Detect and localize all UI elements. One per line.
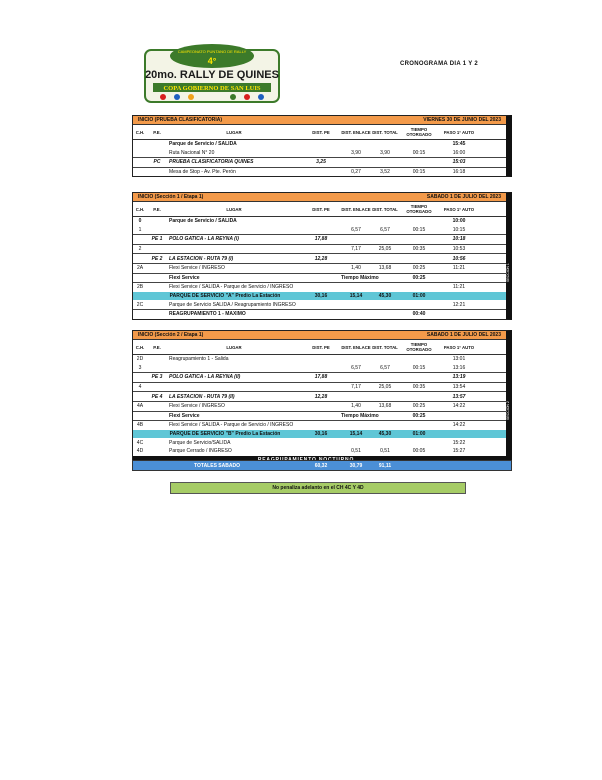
section-side-label: SECCION 1 xyxy=(506,263,510,283)
cell-tiempo: 00:15 xyxy=(412,364,426,371)
cell-ch: 4C xyxy=(136,439,144,446)
cell-lugar: LA ESTACION - RUTA 79 (I) xyxy=(169,255,234,262)
section-title: INICIO (Sección 2 / Etapa 1) xyxy=(138,332,204,338)
column-header: LUGAR xyxy=(226,129,242,135)
table-row xyxy=(133,282,506,292)
column-header: DIST. ENLACE xyxy=(341,344,371,350)
column-header: LUGAR xyxy=(226,344,242,350)
cell-lugar: LA ESTACION - RUTA 79 (II) xyxy=(169,393,235,400)
section-prueba-clasificatoria xyxy=(132,115,512,177)
column-header: PASO 1° AUTO xyxy=(443,129,475,135)
cell-lugar: Mesa de Stop - Av. Pte. Perón xyxy=(169,169,236,176)
cell-paso: 13:54 xyxy=(452,384,466,391)
cell-paso: 13:01 xyxy=(452,356,466,363)
cell-pe: PE 2 xyxy=(151,255,163,262)
cell-dist-pe: 30,16 xyxy=(314,431,328,438)
cell-enlace: 1,40 xyxy=(351,265,361,272)
section-title: INICIO (Sección 1 / Etapa 1) xyxy=(138,194,204,200)
totals-total: 91,11 xyxy=(378,462,392,469)
cell-lugar: Flexi Service / SALIDA - Parque de Servicio / INGRESO xyxy=(169,284,294,291)
column-header: TIEMPO OTORGADO xyxy=(406,127,432,137)
cell-lugar: Parque de Servicio / SALIDA xyxy=(169,141,237,148)
cell-dist-pe: 30,16 xyxy=(314,293,328,300)
cell-lugar: Flexi Service / INGRESO xyxy=(169,403,225,410)
cell-tiempo: 00:25 xyxy=(412,403,426,410)
section-date: SABADO 1 DE JULIO DEL 2023 xyxy=(426,332,501,338)
cell-ch: 1 xyxy=(138,226,142,233)
column-header: P.E. xyxy=(153,206,161,212)
cell-lugar: Flexi Service / SALIDA - Parque de Servicio / INGRESO xyxy=(169,422,294,429)
column-header: DIST. TOTAL xyxy=(372,206,398,212)
cell-total: 25,05 xyxy=(378,384,392,391)
column-header: DIST. TOTAL xyxy=(372,344,398,350)
cell-paso: 15:22 xyxy=(452,439,466,446)
cell-ch: 2C xyxy=(136,301,144,308)
table-row xyxy=(133,244,506,254)
table-row xyxy=(133,364,506,373)
cell-ch: 2B xyxy=(136,284,144,291)
cell-tiempo: 00:35 xyxy=(412,384,426,391)
cell-enlace: 6,57 xyxy=(351,226,361,233)
cell-paso: 13:19 xyxy=(452,374,466,381)
column-header: C.H. xyxy=(135,344,145,350)
cell-total: 45,30 xyxy=(378,431,392,438)
cell-paso: 10:15 xyxy=(452,226,466,233)
cell-lugar: Flexi Service / INGRESO xyxy=(169,265,225,272)
column-header: DIST. PE xyxy=(312,344,330,350)
cell-tiempo: 01:00 xyxy=(412,431,426,438)
rally-logo xyxy=(143,42,281,104)
cell-paso: 11:21 xyxy=(452,265,466,272)
penalty-note: No penaliza adelanto en el CH 4C Y 4D xyxy=(170,482,466,494)
cell-lugar: Parque de Servicio / SALIDA xyxy=(169,218,237,225)
cell-lugar: PARQUE DE SERVICIO "A" Predio La Estación xyxy=(169,293,281,300)
cell-paso: 13:57 xyxy=(452,393,466,400)
cell-tiempo: 00:35 xyxy=(412,246,426,253)
cell-paso: 16:18 xyxy=(452,169,466,176)
table-row xyxy=(133,263,506,273)
cell-paso: 16:00 xyxy=(452,149,466,156)
cell-paso: 11:21 xyxy=(452,284,466,291)
table-row xyxy=(133,438,506,447)
table-row xyxy=(133,253,506,263)
cell-tiempo: 00:25 xyxy=(412,274,426,281)
table-row xyxy=(133,217,506,226)
cell-lugar: PRUEBA CLASIFICATORIA QUINES xyxy=(169,159,254,166)
cell-pe: PC xyxy=(153,159,161,166)
cell-tiempo: 00:25 xyxy=(412,265,426,272)
cell-ch: 3 xyxy=(138,364,142,371)
cell-tiempo: 01:00 xyxy=(412,293,426,300)
cell-paso: 10:18 xyxy=(452,236,466,243)
column-header: PASO 1° AUTO xyxy=(443,206,475,212)
cell-paso: 10:00 xyxy=(452,218,466,225)
cell-enlace: Tiempo Máximo xyxy=(341,412,379,419)
column-header: DIST. PE xyxy=(312,129,330,135)
cell-lugar: PARQUE DE SERVICIO "B" Predio La Estación xyxy=(169,431,281,438)
cell-paso: 14:22 xyxy=(452,403,466,410)
table-row xyxy=(133,149,506,158)
cell-dist-pe: 12,28 xyxy=(314,255,328,262)
section-date: SABADO 1 DE JULIO DEL 2023 xyxy=(426,194,501,200)
cell-ch: 2D xyxy=(136,356,144,363)
cell-lugar: Parque Cerrado / INGRESO xyxy=(169,448,232,455)
table-row xyxy=(133,355,506,364)
table-row xyxy=(133,401,506,411)
cell-lugar: POLO GATICA - LA REYNA (II) xyxy=(169,374,241,381)
cell-tiempo: 00:25 xyxy=(412,412,426,419)
column-header: P.E. xyxy=(153,129,161,135)
cell-paso: 12:21 xyxy=(452,301,466,308)
logo-subline: COPA GOBIERNO DE SAN LUIS xyxy=(163,85,261,92)
column-header-row xyxy=(133,340,506,355)
cell-tiempo: 00:40 xyxy=(412,311,426,318)
table-row xyxy=(133,309,506,319)
cell-enlace: 15,14 xyxy=(349,431,363,438)
column-header-row xyxy=(133,202,506,217)
cell-enlace: 7,17 xyxy=(351,246,361,253)
cell-enlace: 6,57 xyxy=(351,364,361,371)
cell-total: 25,05 xyxy=(378,246,392,253)
cell-lugar: Parque de Servicio/SALIDA xyxy=(169,439,231,446)
cell-lugar: POLO GATICA - LA REYNA (I) xyxy=(169,236,239,243)
column-header: P.E. xyxy=(153,344,161,350)
column-header: C.H. xyxy=(135,129,145,135)
cell-ch: 2A xyxy=(136,265,144,272)
cell-paso: 10:56 xyxy=(452,255,466,262)
section-header xyxy=(133,331,506,340)
column-header: DIST. PE xyxy=(312,206,330,212)
totals-dist-pe: 60,32 xyxy=(314,462,328,469)
column-header: C.H. xyxy=(135,206,145,212)
cell-paso: 10:53 xyxy=(452,246,466,253)
column-header: PASO 1° AUTO xyxy=(443,344,475,350)
table-row xyxy=(133,382,506,392)
cell-ch: 4 xyxy=(138,384,142,391)
table-row xyxy=(133,420,506,430)
cell-pe: PE 3 xyxy=(151,374,163,381)
cell-enlace: 3,90 xyxy=(351,149,361,156)
section-seccion-2 xyxy=(132,330,512,465)
cell-total: 13,68 xyxy=(378,403,392,410)
logo-name: 20mo. RALLY DE QUINES xyxy=(145,69,279,81)
document-title: CRONOGRAMA DIA 1 Y 2 xyxy=(400,61,479,67)
table-row xyxy=(133,300,506,309)
section-title: INICIO (PRUEBA CLASIFICATORIA) xyxy=(138,117,223,123)
table-row xyxy=(133,273,506,283)
cell-total: 3,52 xyxy=(380,169,390,176)
cell-paso: 13:16 xyxy=(452,364,466,371)
cell-ch: 0 xyxy=(138,218,142,225)
table-row xyxy=(133,167,506,177)
table-row xyxy=(133,292,506,301)
table-row xyxy=(133,234,506,244)
column-header: TIEMPO OTORGADO xyxy=(406,204,432,214)
cell-dist-pe: 12,28 xyxy=(314,393,328,400)
cell-dist-pe: 3,25 xyxy=(316,159,326,166)
table-row xyxy=(133,226,506,235)
cell-ch: 4A xyxy=(136,403,144,410)
cell-lugar: Ruta Nacional N° 20 xyxy=(169,149,215,156)
cell-lugar: Flexi Service xyxy=(169,274,200,281)
cell-total: 0,51 xyxy=(380,448,390,455)
cell-lugar: REAGRUPAMIENTO 1 - MAXIMO xyxy=(169,311,246,318)
cell-total: 45,30 xyxy=(378,293,392,300)
cell-total: 6,57 xyxy=(380,226,390,233)
cell-dist-pe: 17,88 xyxy=(314,374,328,381)
cell-total: 3,90 xyxy=(380,149,390,156)
cell-enlace: 7,17 xyxy=(351,384,361,391)
cell-paso: 15:27 xyxy=(452,448,466,455)
cell-enlace: 0,27 xyxy=(351,169,361,176)
logo-number: 4° xyxy=(207,56,217,66)
cell-lugar: Parque de Servicio SALIDA / Reagrupamiento INGRESO xyxy=(169,301,296,308)
section-date: VIERNES 30 DE JUNIO DEL 2023 xyxy=(423,117,501,123)
cell-enlace: 1,40 xyxy=(351,403,361,410)
cell-enlace: Tiempo Máximo xyxy=(341,274,379,281)
table-row xyxy=(133,372,506,382)
column-header: TIEMPO OTORGADO xyxy=(406,342,432,352)
totals-label: TOTALES SABADO xyxy=(194,462,240,469)
section-header xyxy=(133,193,506,202)
table-row xyxy=(133,157,506,167)
cell-paso: 15:03 xyxy=(452,159,466,166)
table-row xyxy=(133,430,506,439)
cell-pe: PE 1 xyxy=(151,236,163,243)
cell-paso: 15:45 xyxy=(452,141,466,148)
section-seccion-1 xyxy=(132,192,512,320)
column-header: DIST. ENLACE xyxy=(341,129,371,135)
cell-ch: 2 xyxy=(138,246,142,253)
table-row xyxy=(133,411,506,421)
column-header-row xyxy=(133,125,506,140)
cell-tiempo: 00:15 xyxy=(412,149,426,156)
cell-total: 13,68 xyxy=(378,265,392,272)
cell-lugar: Flexi Service xyxy=(169,412,200,419)
totals-enlace: 30,79 xyxy=(349,462,363,469)
totals-row xyxy=(132,460,512,471)
cell-tiempo: 00:15 xyxy=(412,226,426,233)
cell-dist-pe: 17,88 xyxy=(314,236,328,243)
column-header: DIST. TOTAL xyxy=(372,129,398,135)
column-header: LUGAR xyxy=(226,206,242,212)
cell-total: 6,57 xyxy=(380,364,390,371)
logo-arc-text: CAMPEONATO PUNTANO DE RALLY xyxy=(177,49,247,54)
table-row xyxy=(133,140,506,149)
table-row xyxy=(133,391,506,401)
cell-enlace: 0,51 xyxy=(351,448,361,455)
cell-tiempo: 00:05 xyxy=(412,448,426,455)
cell-ch: 4B xyxy=(136,422,144,429)
cell-enlace: 15,14 xyxy=(349,293,363,300)
section-side-label: SECCION 2 xyxy=(506,401,510,421)
cell-paso: 14:22 xyxy=(452,422,466,429)
cell-tiempo: 00:15 xyxy=(412,169,426,176)
section-header xyxy=(133,116,506,125)
column-header: DIST. ENLACE xyxy=(341,206,371,212)
cell-ch: 4D xyxy=(136,448,144,455)
table-row xyxy=(133,447,506,456)
cell-pe: PE 4 xyxy=(151,393,163,400)
cell-lugar: Reagrupamiento 1 - Salida xyxy=(169,356,229,363)
